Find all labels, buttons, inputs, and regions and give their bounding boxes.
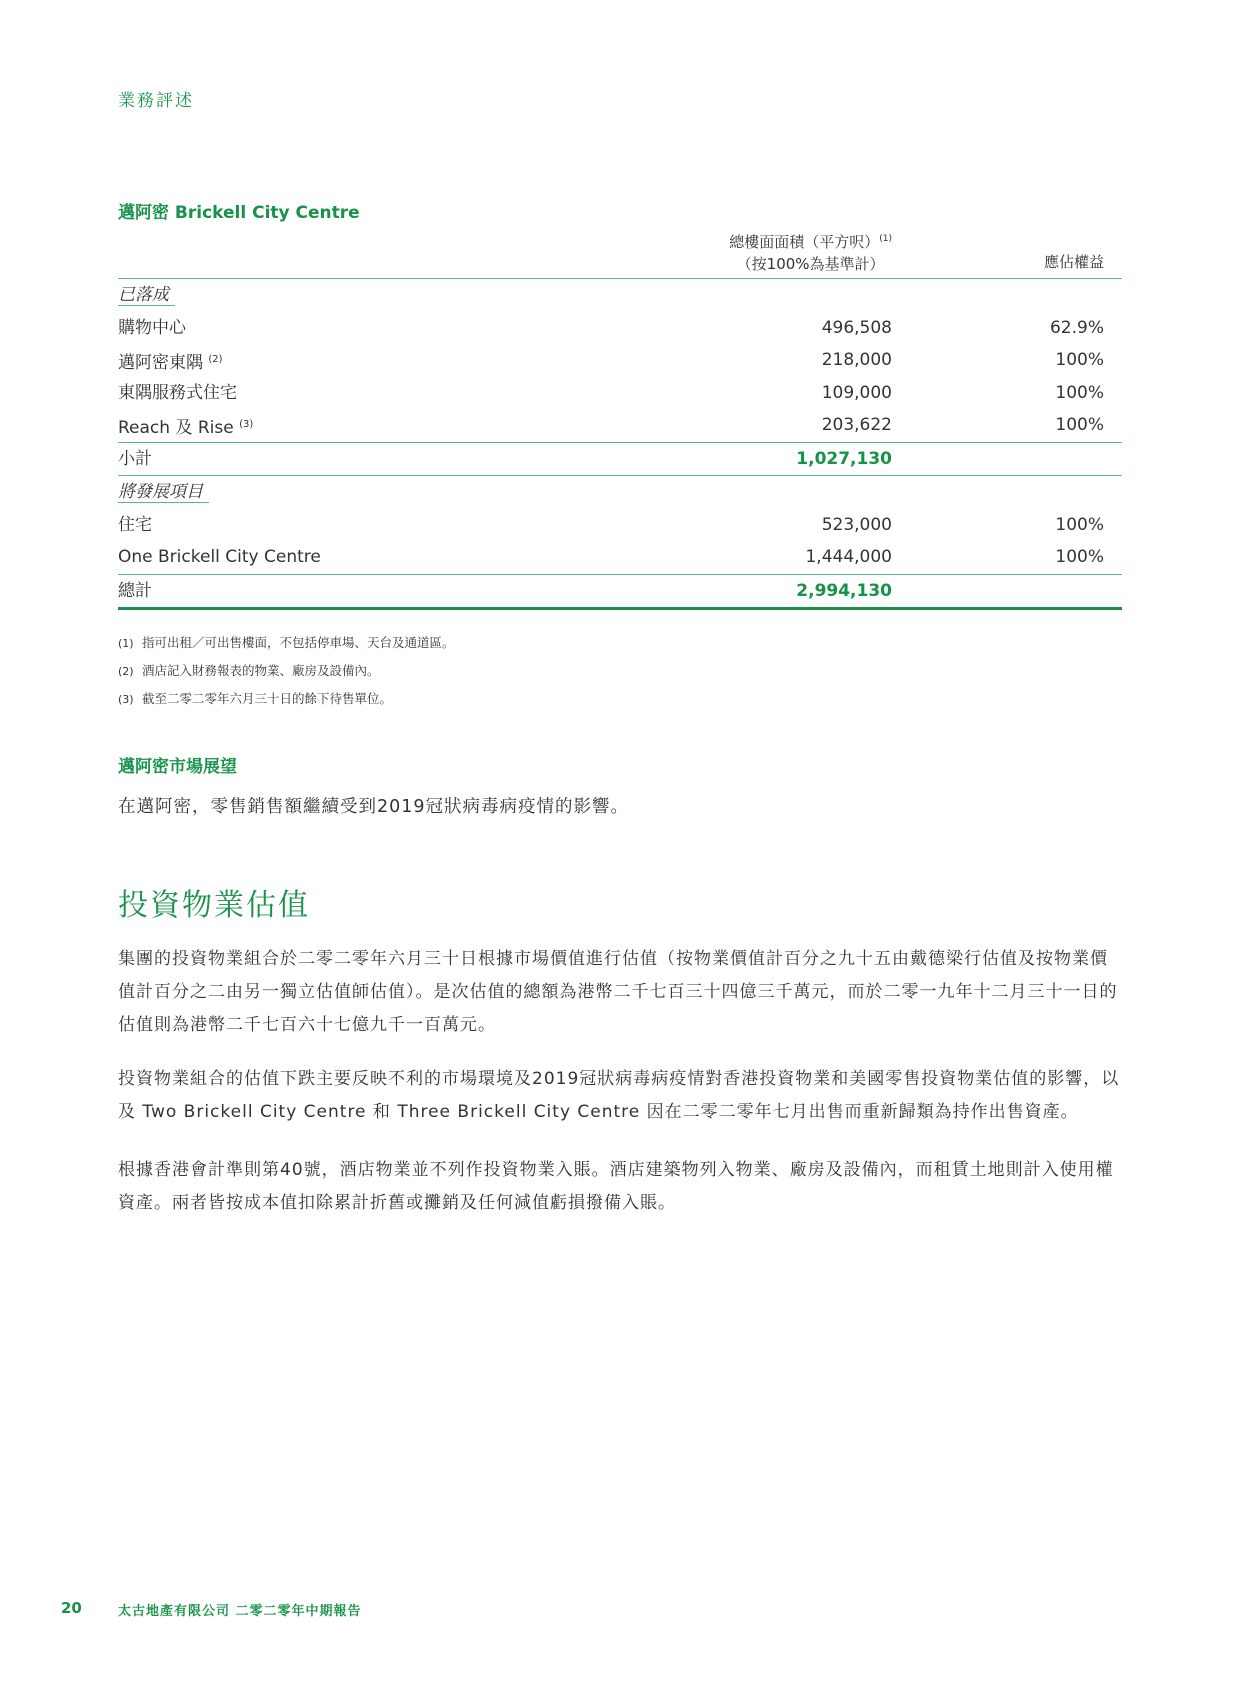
gfa-header-line2: （按100%為基準計） <box>736 255 885 273</box>
footnote-text: 酒店記入財務報表的物業、廠房及設備內。 <box>142 663 380 678</box>
section-label: 業務評述 <box>118 91 194 111</box>
table-row <box>118 541 1122 574</box>
row-gfa: 203,622 <box>821 415 892 435</box>
gfa-header-line1: 總樓面面積（平方呎） <box>729 233 880 251</box>
footnote-number: (2) <box>118 665 134 678</box>
row-interest: 100% <box>1055 547 1104 567</box>
valuation-paragraph-1: 集團的投資物業組合於二零二零年六月三十日根據市場價值進行估值（按物業價值計百分之九十五由戴德梁行估值及按物業價值計百分之二由另一獨立估值師估值）。是次估值的總額為港幣二千七百三十四億三千萬元，而於二零一九年十二月三十一日的估值則為港幣二千七百六十七億九千一百萬元。 <box>118 949 1118 1035</box>
row-interest: 100% <box>1055 382 1104 403</box>
footnote <box>118 657 455 685</box>
subtotal-value: 1,027,130 <box>796 448 892 469</box>
total-row <box>118 574 1122 611</box>
table-row <box>118 409 1122 442</box>
gfa-header-note: (1) <box>879 234 892 244</box>
table-title: 邁阿密 Brickell City Centre <box>118 203 360 223</box>
page-number: 20 <box>61 1599 82 1617</box>
row-note: (3) <box>239 419 254 430</box>
subtotal-label: 小計 <box>118 448 152 469</box>
future-heading-row <box>118 475 1122 509</box>
row-gfa: 218,000 <box>821 350 892 370</box>
footnote-text: 截至二零二零年六月三十日的餘下待售單位。 <box>142 691 393 706</box>
row-name: 邁阿密東隅 <box>118 353 203 373</box>
row-interest: 62.9% <box>1049 317 1104 338</box>
footnote-text: 指可出租／可出售樓面，不包括停車場、天台及通道區。 <box>142 635 455 650</box>
table-row <box>118 377 1122 410</box>
footnote-number: (1) <box>118 637 134 650</box>
future-heading: 將發展項目 <box>118 482 209 503</box>
property-table <box>118 228 1122 610</box>
valuation-heading: 投資物業估值 <box>118 888 310 923</box>
completed-heading: 已落成 <box>118 285 175 306</box>
row-name: 住宅 <box>118 514 152 535</box>
gfa-column-header <box>729 228 892 275</box>
row-gfa: 523,000 <box>821 514 892 535</box>
outlook-text: 在邁阿密，零售銷售額繼續受到2019冠狀病毒病疫情的影響。 <box>118 797 630 817</box>
valuation-paragraph-3: 根據香港會計準則第40號，酒店物業並不列作投資物業入賬。酒店建築物列入物業、廠房及設備內，而租賃土地則計入使用權資產。兩者皆按成本值扣除累計折舊或攤銷及任何減值虧損撥備入賬。 <box>118 1160 1114 1213</box>
footnote-number: (3) <box>118 693 134 706</box>
row-gfa: 496,508 <box>821 317 892 338</box>
table-row <box>118 312 1122 345</box>
table-row <box>118 344 1122 377</box>
interest-column-header: 應佔權益 <box>1043 253 1104 271</box>
row-gfa: 1,444,000 <box>805 547 892 567</box>
valuation-paragraph-2: 投資物業組合的估值下跌主要反映不利的市場環境及2019冠狀病毒病疫情對香港投資物業和美國零售投資物業估值的影響，以及 Two Brickell City Centre 和 Three Brickell City Centre 因在二零二零年七月出售而重新歸類為持作出售資產。 <box>118 1069 1120 1122</box>
row-name: One Brickell City Centre <box>118 547 321 567</box>
row-interest: 100% <box>1055 415 1104 435</box>
footnotes <box>118 629 455 713</box>
row-name: 購物中心 <box>118 317 186 338</box>
outlook-title: 邁阿密市場展望 <box>118 757 237 777</box>
total-value: 2,994,130 <box>796 580 892 601</box>
completed-heading-row <box>118 279 1122 312</box>
row-note: (2) <box>208 354 223 365</box>
row-interest: 100% <box>1055 514 1104 535</box>
row-gfa: 109,000 <box>821 382 892 403</box>
table-header <box>118 228 1122 279</box>
row-name: Reach 及 Rise <box>118 418 234 438</box>
footnote <box>118 685 455 713</box>
page-footer <box>61 1599 362 1619</box>
total-label: 總計 <box>118 580 152 601</box>
footnote <box>118 629 455 657</box>
table-row <box>118 509 1122 542</box>
footer-company: 太古地產有限公司 二零二零年中期報告 <box>118 1604 362 1619</box>
row-name: 東隅服務式住宅 <box>118 382 237 403</box>
row-interest: 100% <box>1055 350 1104 370</box>
subtotal-row <box>118 442 1122 476</box>
